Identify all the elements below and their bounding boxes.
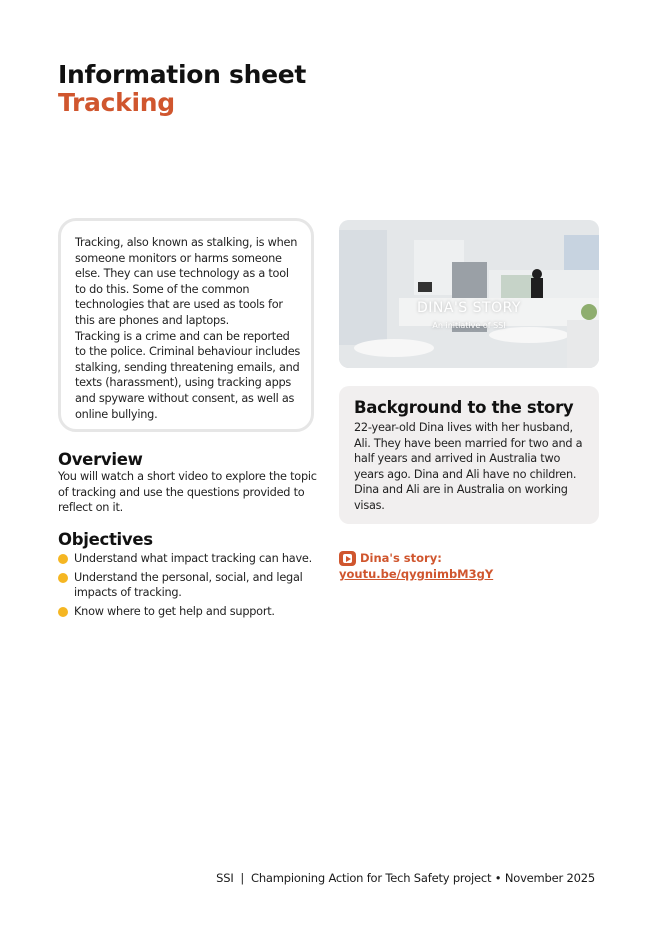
objective-item: Understand the personal, social, and legal impacts of tracking. [58,570,330,601]
objective-item: Know where to get help and support. [58,604,330,620]
video-thumbnail[interactable] [339,220,599,368]
page-title: Information sheet [58,60,307,89]
background-heading: Background to the story [354,398,574,417]
objectives-list [58,551,330,622]
video-caption: DINA'S STORY [417,300,521,316]
intro-paragraph: Tracking is a crime and can be reported to the police. Criminal behaviour includes stalking, sending threatening emails, and texts (harassment), using tracking apps and spyware without consent, as well as online bullying. [75,329,301,421]
kitchen-scene-image [339,220,599,368]
intro-paragraph: Tracking, also known as stalking, is when someone monitors or harms someone else. They can use technology as a tool to do this. Some of the common technologies that are used as tools for this are phones and laptops. [75,236,298,327]
objectives-heading: Objectives [58,530,153,549]
video-subcaption: An initiative of SSI [432,321,506,330]
overview-heading: Overview [58,450,143,469]
overview-text: You will watch a short video to explore the topic of tracking and use the questions provided to reflect on it. [58,470,317,515]
background-text: 22-year-old Dina lives with her husband, Ali. They have been married for two and a half years and arrived in Australia two years ago. Dina and Ali have no children. Dina and Ali are in Australia on working visas. [354,421,583,512]
video-link-label: Dina's story: [360,551,442,565]
objective-item: Understand what impact tracking can have. [58,551,330,567]
bullet-icon [58,554,68,564]
bullet-icon [58,607,68,617]
page-subtitle: Tracking [58,88,175,117]
youtube-icon [339,551,356,566]
bullet-icon [58,573,68,583]
footer-text: SSI | Championing Action for Tech Safety project • November 2025 [216,871,595,885]
background-panel [339,386,599,524]
video-link-url[interactable]: youtu.be/qygnimbM3gY [339,567,494,581]
intro-box [58,218,314,432]
